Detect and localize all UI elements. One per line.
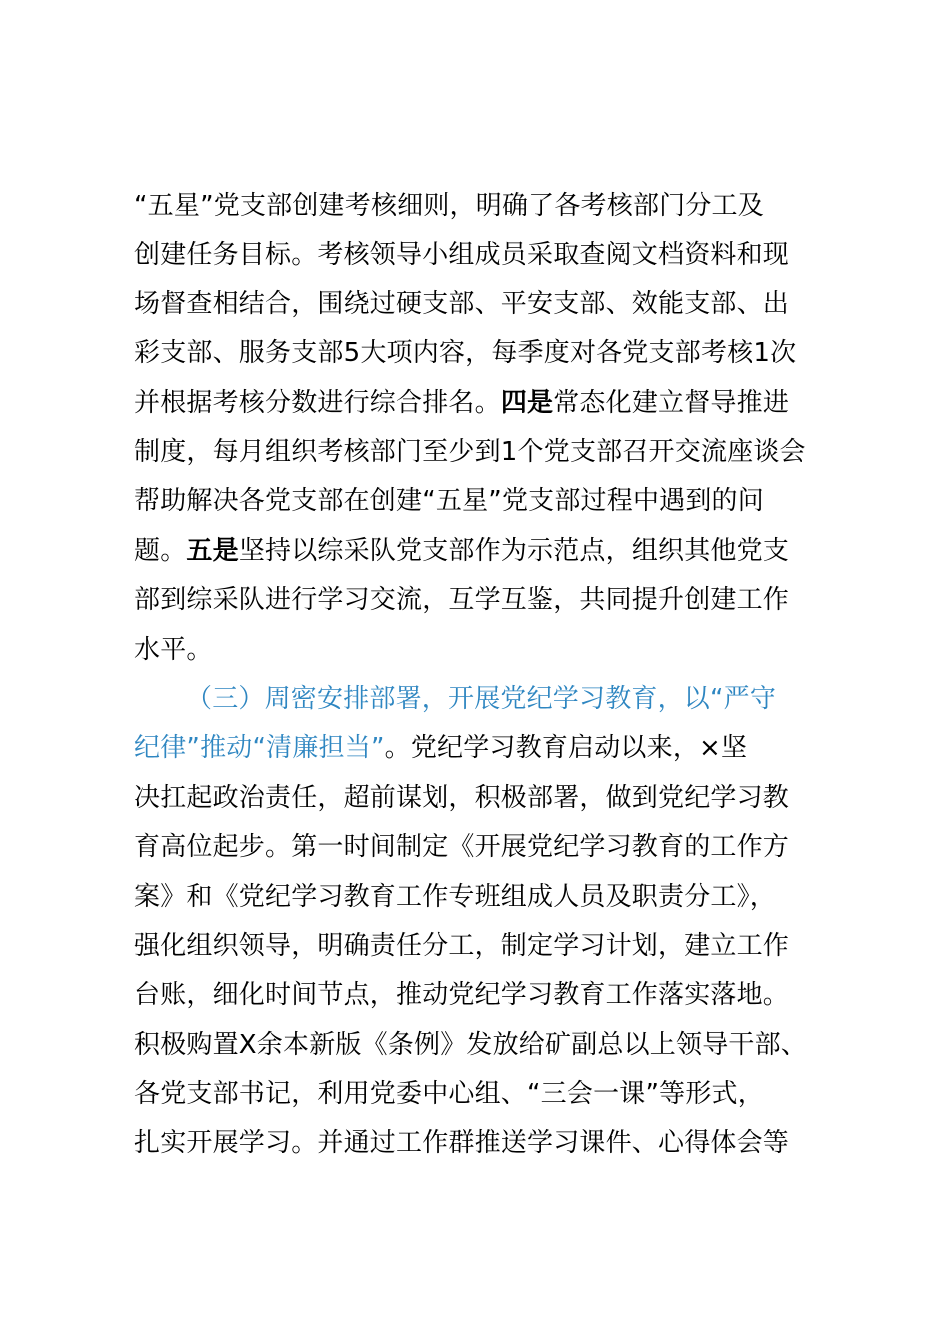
text-line [134, 823, 854, 872]
text-line [134, 329, 854, 378]
text-line [134, 971, 854, 1020]
text-segment: 部到综采队进行学习交流，互学互鉴，共同提升创建工作 [134, 585, 790, 615]
text-segment: 各党支部书记，利用党委中心组、“三会一课”等形式， [134, 1079, 764, 1109]
text-line [134, 379, 854, 428]
text-line [134, 576, 854, 625]
heading-text: 纪律”推动“清廉担当” [134, 733, 385, 763]
text-line [134, 626, 854, 675]
text-segment: 题。 [134, 536, 187, 566]
text-segment: 水平。 [134, 635, 213, 665]
text-segment: 场督查相结合，围绕过硬支部、平安支部、效能支部、出 [134, 289, 790, 319]
bold-keyword: 五是 [186, 536, 239, 566]
text-segment: 扎实开展学习。并通过工作群推送学习课件、心得体会等 [134, 1128, 790, 1158]
text-line [134, 774, 854, 823]
text-segment: 彩支部、服务支部5大项内容，每季度对各党支部考核1次 [134, 338, 797, 368]
text-segment: 制度，每月组织考核部门至少到1个党支部召开交流座谈会 [134, 437, 806, 467]
bold-keyword: 四是 [500, 388, 554, 418]
text-segment: 帮助解决各党支部在创建“五星”党支部过程中遇到的问 [134, 486, 764, 516]
text-segment: 。党纪学习教育启动以来，×坚 [384, 733, 748, 763]
text-segment: “五星”党支部创建考核细则，明确了各考核部门分工及 [134, 191, 764, 221]
text-segment: 并根据考核分数进行综合排名。 [134, 388, 501, 418]
text-line [134, 1021, 854, 1070]
text-line [134, 428, 854, 477]
text-line [134, 280, 854, 329]
section-heading [186, 675, 854, 724]
text-line [134, 231, 854, 280]
text-segment: 坚持以综采队党支部作为示范点，组织其他党支 [238, 536, 790, 566]
text-segment: 创建任务目标。考核领导小组成员采取查阅文档资料和现 [134, 240, 790, 270]
text-segment: 常态化建立督导推进 [553, 388, 790, 418]
text-line [134, 527, 854, 576]
text-segment: 积极购置X余本新版《条例》发放给矿副总以上领导干部、 [134, 1030, 808, 1060]
text-segment: 强化组织领导，明确责任分工，制定学习计划，建立工作 [134, 931, 790, 961]
text-segment: 育高位起步。第一时间制定《开展党纪学习教育的工作方 [134, 832, 790, 862]
text-segment: 决扛起政治责任，超前谋划，积极部署，做到党纪学习教 [134, 783, 790, 813]
text-segment: 案》和《党纪学习教育工作专班组成人员及职责分工》， [134, 882, 777, 912]
text-line [134, 873, 854, 922]
text-line [134, 1070, 854, 1119]
text-segment: 台账，细化时间节点，推动党纪学习教育工作落实落地。 [134, 980, 790, 1010]
text-line [134, 922, 854, 971]
text-line [134, 182, 854, 231]
text-line [134, 477, 854, 526]
text-line [134, 1119, 854, 1168]
text-line [134, 724, 854, 773]
heading-text: （三）周密安排部署，开展党纪学习教育，以“严守 [186, 684, 777, 714]
